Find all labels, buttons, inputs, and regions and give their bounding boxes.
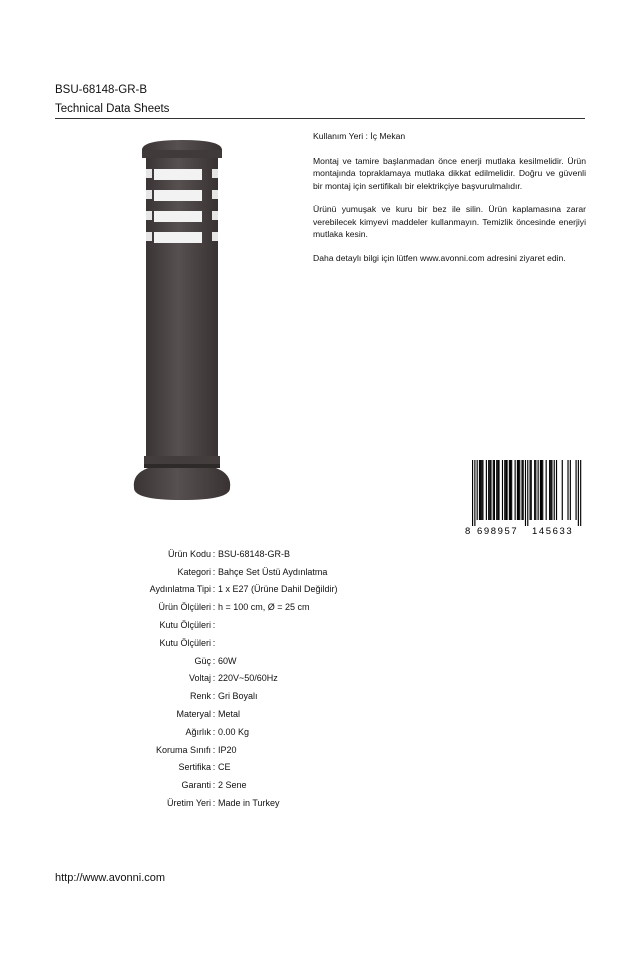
usage-location: Kullanım Yeri : İç Mekan (313, 131, 406, 141)
spec-separator: : (212, 726, 216, 737)
barcode-bar (556, 460, 557, 520)
barcode-bar (546, 460, 547, 520)
spec-separator: : (212, 602, 216, 613)
barcode-bar (502, 460, 503, 520)
spec-separator: : (212, 637, 216, 648)
spec-value: Made in Turkey (218, 798, 280, 809)
barcode-bar (541, 460, 542, 520)
spec-row (60, 776, 338, 794)
barcode-bar (517, 460, 518, 520)
barcode-bar (549, 460, 550, 520)
spec-label: Ürün Ölçüleri (158, 602, 211, 613)
spec-label: Kategori (177, 566, 211, 577)
spec-label: Kutu Ölçüleri (159, 637, 211, 648)
barcode-bar (570, 460, 571, 520)
spec-separator: : (212, 566, 216, 577)
barcode-bar (474, 460, 475, 526)
barcode-bar (480, 460, 481, 520)
barcode-bar (477, 460, 478, 520)
spec-label: Kutu Ölçüleri (159, 620, 211, 631)
spec-value: BSU-68148-GR-B (218, 548, 291, 559)
spec-label: Güç (194, 655, 211, 666)
barcode-bar (554, 460, 555, 520)
spec-separator: : (212, 780, 216, 791)
barcode-bar (488, 460, 489, 520)
spec-separator: : (212, 673, 216, 684)
spec-label: Koruma Sınıfı (155, 744, 211, 755)
spec-separator: : (212, 548, 216, 559)
spec-label: Aydınlatma Tipi (149, 584, 211, 595)
spec-row (60, 563, 338, 581)
spec-table (60, 545, 338, 812)
spec-row (60, 581, 338, 599)
more-info-notice: Daha detaylı bilgi için lütfen www.avonni.com adresini ziyaret edin. (313, 252, 566, 263)
product-image (126, 138, 238, 504)
barcode-bar (521, 460, 522, 520)
footer-link[interactable]: http://www.avonni.com (55, 872, 166, 884)
spec-label: Garanti (181, 780, 211, 791)
barcode-bar (497, 460, 498, 520)
spec-label: Materyal (176, 709, 211, 720)
barcode-bar (531, 460, 532, 520)
spec-row (60, 598, 338, 616)
spec-row (60, 616, 338, 634)
spec-row (60, 634, 338, 652)
barcode-bar (509, 460, 510, 520)
spec-value: Gri Boyalı (218, 691, 258, 702)
spec-separator: : (212, 744, 216, 755)
spec-row (60, 652, 338, 670)
header-product-code: BSU-68148-GR-B (55, 84, 148, 96)
barcode-bar (567, 460, 568, 520)
spec-separator: : (212, 655, 216, 666)
spec-value: h = 100 cm, Ø = 25 cm (218, 602, 310, 613)
barcode-bar (490, 460, 491, 520)
barcode-bar (482, 460, 483, 520)
barcode-digit-first: 8 (465, 526, 471, 536)
barcode-bar (535, 460, 536, 520)
barcode-bar (550, 460, 551, 520)
barcode (462, 460, 586, 536)
barcode-bar (472, 460, 473, 526)
barcode-bar (507, 460, 508, 520)
barcode-bar (540, 460, 541, 520)
barcode-bar (494, 460, 495, 520)
barcode-bar (481, 460, 482, 520)
cleaning-notice: Ürünü yumuşak ve kuru bir bez ile silin. Ürün kaplamasına zarar verebilecek kimyevi maddeler kullanmayın. Temizlik öncesinde enerjiyi mutlaka kesin. (313, 204, 586, 239)
barcode-bar (519, 460, 520, 520)
spec-label: Renk (189, 691, 211, 702)
barcode-bar (518, 460, 519, 520)
barcode-bar (479, 460, 480, 520)
spec-row (60, 759, 338, 777)
barcode-bar (562, 460, 563, 520)
spec-row (60, 741, 338, 759)
barcode-bar (489, 460, 490, 520)
barcode-bar (493, 460, 494, 520)
spec-row (60, 545, 338, 563)
barcode-bar (576, 460, 577, 520)
barcode-bar (527, 460, 528, 526)
spec-value: 2 Sene (218, 780, 247, 791)
spec-row (60, 705, 338, 723)
barcode-bar (511, 460, 512, 520)
spec-separator: : (212, 762, 216, 773)
barcode-bar (538, 460, 539, 520)
spec-separator: : (212, 709, 216, 720)
spec-label: Sertifika (178, 762, 211, 773)
barcode-bar (578, 460, 579, 526)
spec-value: 1 x E27 (Ürüne Dahil Değildir) (218, 584, 338, 595)
barcode-bar (551, 460, 552, 520)
spec-row (60, 670, 338, 688)
spec-row (60, 794, 338, 812)
spec-value: CE (218, 762, 231, 773)
barcode-bar (525, 460, 526, 526)
barcode-digits-left: 698957 (477, 526, 519, 536)
barcode-bar (510, 460, 511, 520)
spec-value: Metal (218, 709, 241, 720)
spec-row (60, 687, 338, 705)
barcode-digits-right: 145633 (532, 526, 574, 536)
spec-value: IP20 (218, 744, 237, 755)
spec-value: 60W (218, 655, 237, 666)
header-subtitle: Technical Data Sheets (55, 103, 170, 115)
safety-notice: Montaj ve tamire başlanmadan önce enerji mutlaka kesilmelidir. Ürün montajında topraklamaya mutlaka dikkat edilmelidir. Doğru ve güvenli bir montaj için sertifikalı bir elektrikçiye başvurulmalıdır. (313, 155, 586, 191)
barcode-bar (534, 460, 535, 520)
barcode-bar (523, 460, 524, 520)
barcode-bar (530, 460, 531, 520)
spec-value: 220V~50/60Hz (218, 673, 278, 684)
spec-value: 0.00 Kg (218, 726, 250, 737)
barcode-bars (472, 460, 581, 526)
barcode-bar (498, 460, 499, 520)
spec-label: Ürün Kodu (167, 548, 211, 559)
barcode-bar (486, 460, 487, 520)
spec-label: Voltaj (188, 673, 211, 684)
spec-separator: : (212, 691, 216, 702)
spec-value: Bahçe Set Üstü Aydınlatma (218, 566, 328, 577)
spec-separator: : (212, 798, 216, 809)
barcode-bar (505, 460, 506, 520)
spec-row (60, 723, 338, 741)
barcode-bar (496, 460, 497, 520)
barcode-bar (580, 460, 581, 526)
spec-label: Ağırlık (185, 726, 211, 737)
info-panel (313, 130, 586, 275)
barcode-bar (504, 460, 505, 520)
header-divider (55, 118, 585, 119)
barcode-bar (515, 460, 516, 520)
barcode-bar (542, 460, 543, 520)
spec-separator: : (212, 584, 216, 595)
spec-separator: : (212, 620, 216, 631)
spec-label: Üretim Yeri (166, 798, 211, 809)
